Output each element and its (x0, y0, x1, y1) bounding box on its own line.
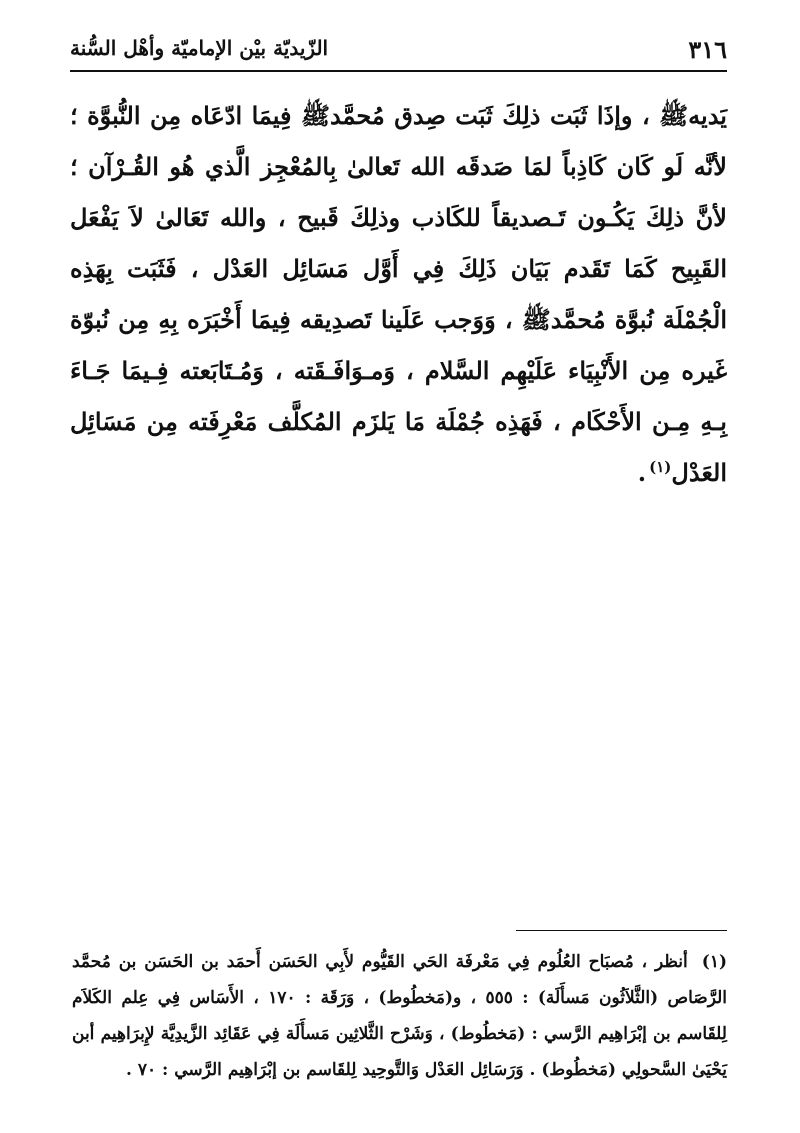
footnote-divider (516, 930, 727, 931)
footnote-text: أنظر ، مُصبَاح العُلُوم فِي مَعْرفَة الحَي القَيُّوم لأَبِي الحَسَن أَحمَد بن الحَسَن بن مُحمَّد الرَّصَاص (الثَّلاَثُون مَسأَلَة) : ٥٥٥ ، و(مَخطُوط) ، وَرَقَة : ١٧٠ ، الأَسَاس فِي عِلم الكَلاَم لِلقَاسم بن إبْرَاهِيم الرَّسي : (مَخطُوط) ، وَشَرْح الثَّلاثِين مَسأَلَة فِي عَقَائِد الزَّيدِيَّة لإِبرَاهِيم أبن يَحْيَىٰ السَّحولِي (مَخطُوط) . وَرَسَائِل العَدْل وَالتَّوحِيد لِلقَاسم بن إبْرَاهِيم الرَّسي : ٧٠ . (72, 952, 728, 1080)
running-title: الزّيديّة بيْن الإماميّة وأهْل السُّنة (70, 36, 329, 60)
page-header (70, 22, 727, 70)
footnote-marker: (١) (701, 952, 727, 972)
main-body-text (70, 90, 727, 498)
footnote-reference: (١) (649, 458, 672, 476)
header-divider (70, 70, 727, 72)
body-paragraph-text: يَديهﷺ ، وإذَا ثَبَت ذلِكَ ثَبَت صِدق مُحمَّدﷺ فِيمَا ادّعَاه مِن النُّبوَّة ؛ لأنَّه لَو كَان كَاذِباً لمَا صَدقَه الله تَعالىٰ بِالمُعْجِز الَّذي هُو القُـرْآن ؛ لأنَّ ذلِكَ يَكُـون تَـصديقاً للكَاذب وذلِكَ قَبيح ، والله تَعَالىٰ لاَ يَفْعَل القَبِيح كَمَا تَقَدم بَيَان ذَلِكَ فِي أَوَّل مَسَائِل العَدْل ، فَثَبَت بِهَذِه الْجُمْلَة نُبوَّة مُحمَّدﷺ ، وَوَجب عَلَينا تَصدِيقه فِيمَا أَخْبَرَه بِهِ مِن نُبوّة غَيره مِن الأَنْبِيَاء عَلَيْهِم السَّلام ، وَمـوَافَـقَته ، وَمُـتَابَعته فِـيمَا جَـاءَ بِـهِ مِـن الأَحْكَام ، فَهَذِه جُمْلَة مَا يَلزَم المُكلَّف مَعْرِفَته مِن مَسَائِل العَدْل (70, 101, 727, 487)
page-number: ٣١٦ (688, 35, 727, 64)
footnotes-section (72, 944, 727, 1088)
footnote-item (72, 944, 727, 1088)
paragraph-end-mark: . (637, 458, 647, 487)
body-paragraph (70, 90, 727, 498)
